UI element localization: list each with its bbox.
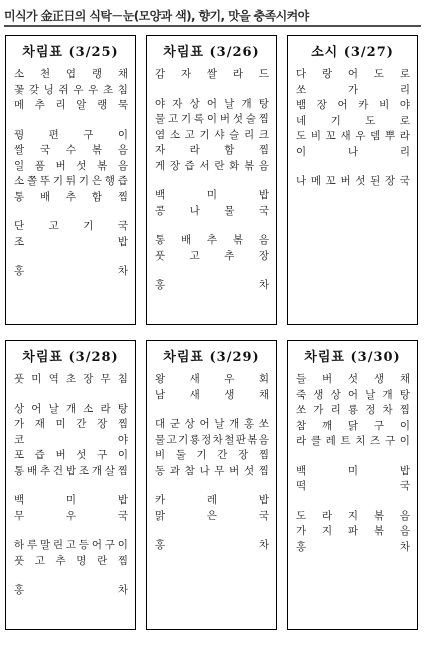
menu-item: 상 어 날 개 소 라 탕 bbox=[14, 402, 128, 415]
menu-item: 쌀 국 수 볶 음 bbox=[14, 144, 128, 156]
menu-item: 맑 은 국 bbox=[155, 509, 269, 522]
menu-item: 풋 고 추 장 bbox=[155, 249, 269, 262]
menu-item: 물 고 기 록 이 버 섯 술 찜 bbox=[155, 113, 269, 125]
group-gap bbox=[296, 450, 410, 464]
menu-item: 네 기 도 로 bbox=[296, 114, 410, 127]
menu-item: 단 고 기 국 bbox=[14, 220, 128, 232]
group-gap bbox=[155, 403, 269, 417]
menu-card-title: 차림표 (3/26) bbox=[163, 45, 260, 60]
group-gap bbox=[14, 479, 128, 493]
menu-card-body bbox=[296, 67, 410, 190]
menu-card-title: 소시 (3/27) bbox=[311, 45, 394, 60]
group-gap bbox=[155, 524, 269, 538]
menu-card-title: 차림표 (3/28) bbox=[22, 350, 119, 365]
group-gap bbox=[14, 250, 128, 264]
group-gap bbox=[296, 495, 410, 509]
menu-card-title: 차림표 (3/25) bbox=[22, 45, 119, 60]
menu-item: 쏘 가 리 bbox=[296, 83, 410, 96]
group-gap bbox=[155, 219, 269, 233]
menu-item: 풋 고 추 명 란 찜 bbox=[14, 554, 128, 567]
menu-item: 통 배 추 볶 음 bbox=[155, 234, 269, 246]
menu-item: 감 자 쌀 라 드 bbox=[155, 68, 269, 80]
menu-item: 하 루 말 린 고 등 어 구 이 bbox=[14, 539, 128, 551]
menu-item: 코 야 bbox=[14, 433, 128, 446]
group-gap bbox=[296, 160, 410, 174]
group-gap bbox=[14, 524, 128, 538]
menu-item: 대 군 상 어 날 개 홍 쏘 bbox=[155, 418, 269, 430]
menu-item: 일 품 버 섯 볶 음 bbox=[14, 159, 128, 172]
menu-item: 홍 차 bbox=[155, 539, 269, 551]
menu-item: 염 소 고 기 샤 슬 리 크 bbox=[155, 128, 269, 141]
menu-item: 풋 미 역 초 장 무 침 bbox=[14, 373, 128, 385]
menu-item: 통 배 추 건 밥 조 개 살 찜 bbox=[14, 464, 128, 477]
group-gap bbox=[14, 569, 128, 583]
menu-item: 다 랑 어 도 로 bbox=[296, 68, 410, 80]
menu-item: 동 과 참 나 무 버 섯 찜 bbox=[155, 464, 269, 477]
menu-item: 소 쫄 뚜 기 튀 기 은 행 즙 bbox=[14, 175, 128, 187]
menu-item: 들 버 섯 생 채 bbox=[296, 373, 410, 385]
group-gap bbox=[14, 205, 128, 219]
menu-item: 죽 생 상 어 날 개 탕 bbox=[296, 388, 410, 401]
menu-item: 참 깨 닭 구 이 bbox=[296, 419, 410, 432]
group-gap bbox=[155, 264, 269, 278]
group-gap bbox=[155, 83, 269, 97]
menu-card-body bbox=[14, 67, 128, 280]
menu-item: 백 미 밥 bbox=[155, 189, 269, 201]
menu-card-3-30 bbox=[287, 340, 418, 630]
menu-item: 메 추 리 알 랭 묵 bbox=[14, 99, 128, 111]
menu-card-3-29 bbox=[146, 340, 277, 630]
menu-item: 꿩 편 구 이 bbox=[14, 128, 128, 141]
menu-item: 꽃 갖 닝 쥐 우 우 초 침 bbox=[14, 83, 128, 96]
page-header-text: 미식가 金正日의 식탁－눈(모양과 색), 향기, 맛을 충족시켜야 bbox=[4, 9, 309, 23]
header-rule bbox=[4, 25, 421, 27]
page-header bbox=[4, 2, 309, 24]
menu-item: 가 재 미 간 장 찜 bbox=[14, 418, 128, 430]
menu-card-body bbox=[155, 67, 269, 294]
group-gap bbox=[14, 114, 128, 128]
menu-item: 남 새 생 채 bbox=[155, 388, 269, 401]
menu-card-3-27 bbox=[287, 35, 418, 325]
menu-card-title: 차림표 (3/29) bbox=[163, 350, 260, 365]
menu-item: 조 밥 bbox=[14, 235, 128, 248]
menu-item: 쏘 가 리 룡 정 차 찜 bbox=[296, 404, 410, 416]
menu-card-3-28 bbox=[5, 340, 136, 630]
group-gap bbox=[155, 174, 269, 188]
menu-item: 자 라 함 찜 bbox=[155, 144, 269, 156]
menu-item: 백 미 밥 bbox=[14, 494, 128, 506]
menu-item: 홍 차 bbox=[14, 584, 128, 596]
menu-item: 도 비 꼬 새 우 뎀 뿌 라 bbox=[296, 130, 410, 142]
menu-card-body bbox=[296, 372, 410, 555]
menu-item: 포 즙 버 섯 구 이 bbox=[14, 449, 128, 461]
menu-item: 홍 차 bbox=[155, 279, 269, 291]
menu-card-title: 차림표 (3/30) bbox=[304, 350, 401, 365]
menu-card-body bbox=[155, 372, 269, 554]
menu-card-body bbox=[14, 372, 128, 599]
menu-item: 홍 차 bbox=[296, 540, 410, 553]
group-gap bbox=[155, 479, 269, 493]
menu-item: 가 지 파 볶 음 bbox=[296, 525, 410, 537]
menu-item: 무 우 국 bbox=[14, 509, 128, 522]
menu-item: 야 자 상 어 날 개 탕 bbox=[155, 97, 269, 110]
group-gap bbox=[14, 388, 128, 402]
menu-item: 홍 차 bbox=[14, 265, 128, 277]
menu-card-3-25 bbox=[5, 35, 136, 325]
menu-item: 게 장 즙 서 란 화 볶 음 bbox=[155, 159, 269, 172]
menu-item: 소 천 엽 랭 채 bbox=[14, 68, 128, 80]
menu-item: 통 배 추 함 찜 bbox=[14, 190, 128, 203]
menu-item: 백 미 밥 bbox=[296, 464, 410, 477]
menu-item: 물 고 기 룡 정 차 철 판 볶 음 bbox=[155, 433, 269, 446]
menu-item: 떡 국 bbox=[296, 480, 410, 492]
menu-item: 도 라 지 볶 음 bbox=[296, 509, 410, 522]
menu-item: 뱀 장 어 카 비 야 bbox=[296, 99, 410, 111]
menu-item: 카 레 밥 bbox=[155, 494, 269, 506]
menu-card-3-26 bbox=[146, 35, 277, 325]
menu-item: 비 둘 기 간 장 찜 bbox=[155, 449, 269, 461]
menu-item: 이 나 리 bbox=[296, 145, 410, 158]
menu-item: 라 클 레 트 치 즈 구 이 bbox=[296, 435, 410, 447]
menu-item: 나 메 꼬 버 섯 된 장 국 bbox=[296, 175, 410, 187]
menu-item: 왕 새 우 회 bbox=[155, 373, 269, 385]
menu-item: 콩 나 물 국 bbox=[155, 204, 269, 217]
